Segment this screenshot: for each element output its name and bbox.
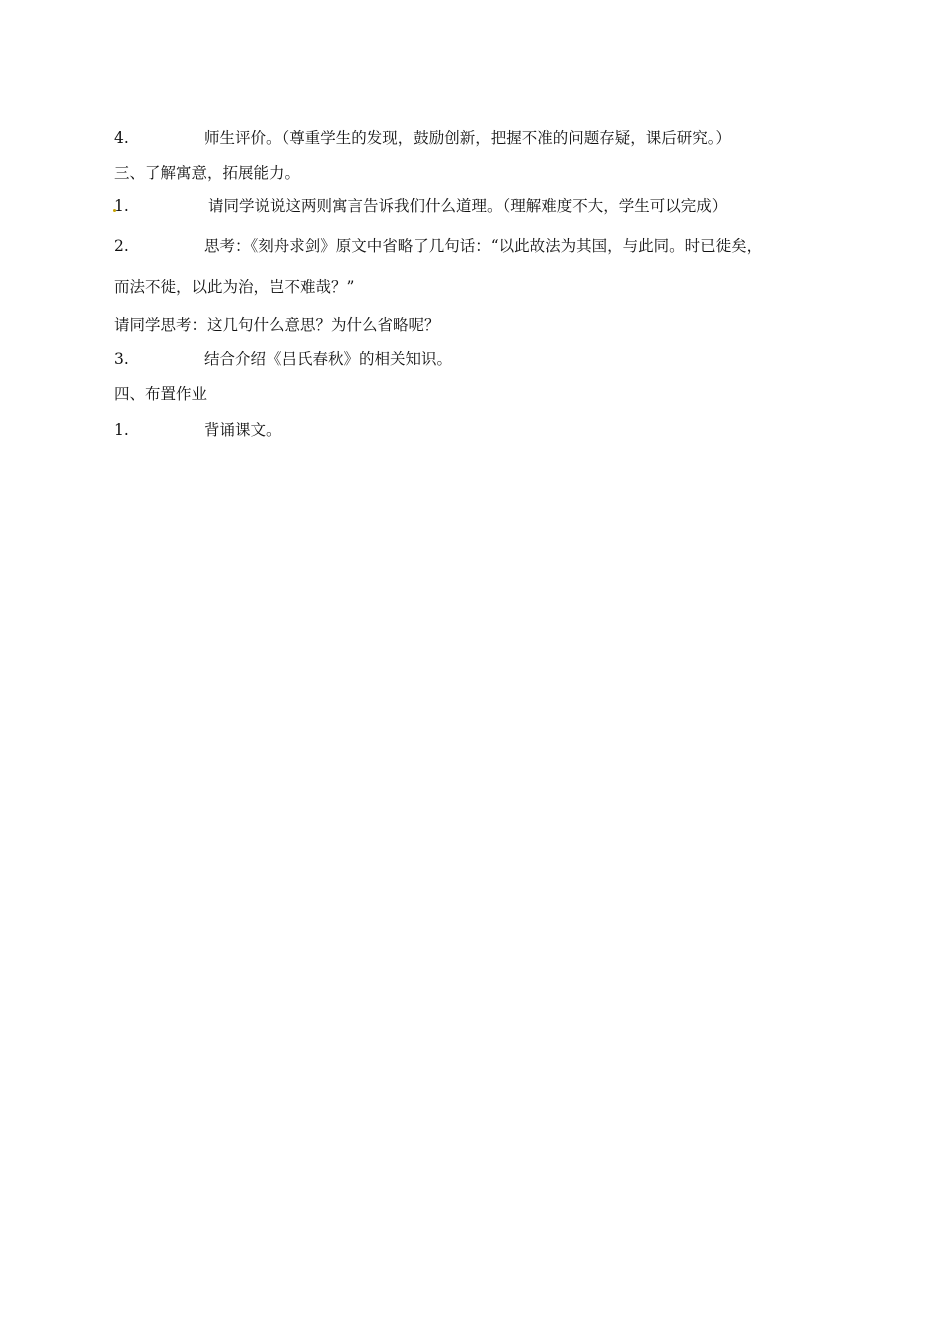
list-item-discuss-moral [114, 196, 860, 216]
item-text: 结合介绍《吕氏春秋》的相关知识。 [204, 350, 453, 368]
item-text: 请同学说说这两则寓言告诉我们什么道理。（理解难度不大，学生可以完成） [208, 197, 728, 215]
section-heading-four: 四、布置作业 [114, 385, 208, 403]
item-number: 1. [114, 197, 129, 215]
item-number: 4. [114, 129, 129, 147]
paragraph-question: 请同学思考：这几句什么意思？为什么省略呢？ [114, 316, 440, 334]
item-text: 思考：《刻舟求剑》原文中省略了几句话：“以此故法为其国，与此同。时已徙矣， [204, 237, 763, 255]
paragraph-continuation: 而法不徙，以此为治，岂不难哉？” [114, 278, 355, 296]
list-item-recite-text [114, 420, 860, 440]
item-number: 2. [114, 237, 129, 255]
item-text: 师生评价。（尊重学生的发现，鼓励创新，把握不准的问题存疑，课后研究。） [204, 129, 732, 147]
item-number: 3. [114, 350, 129, 368]
list-item-think-question [114, 236, 860, 256]
list-item-teacher-student-evaluation [114, 128, 860, 148]
list-item-lvshi-chunqiu [114, 349, 860, 369]
item-text: 背诵课文。 [204, 421, 282, 439]
section-heading-three: 三、了解寓意，拓展能力。 [114, 164, 301, 182]
item-number: 1. [114, 421, 129, 439]
